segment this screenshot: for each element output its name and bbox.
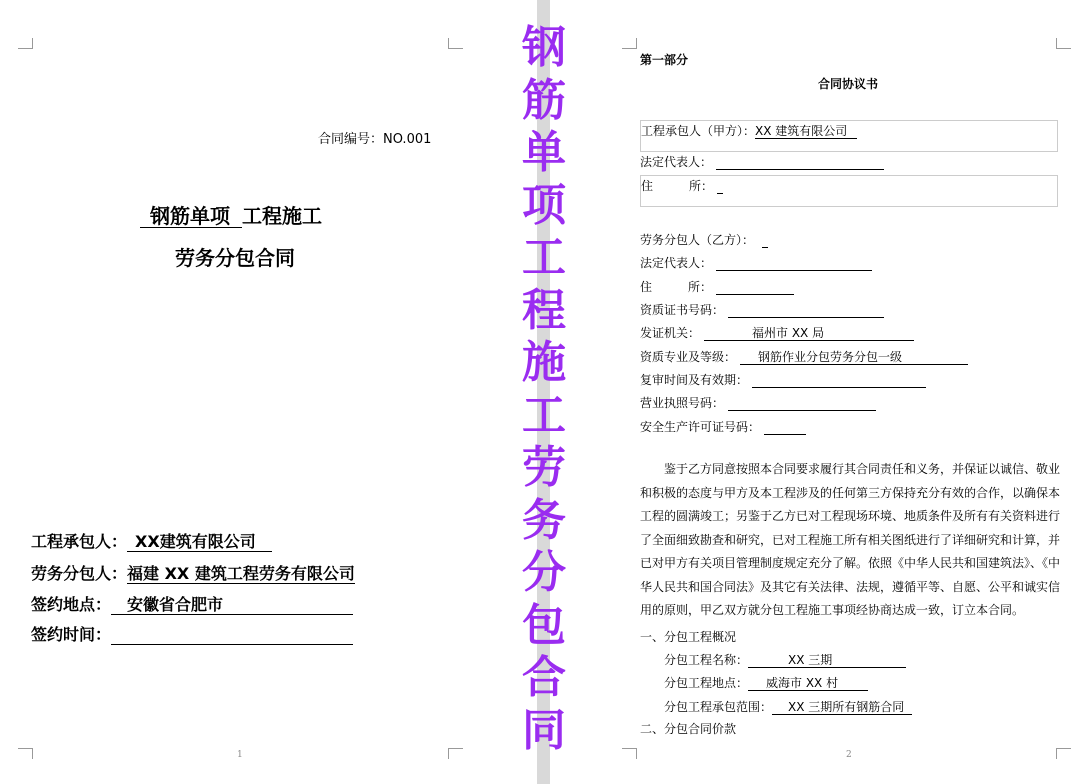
party-b-field <box>640 394 876 411</box>
paragraph-line: 鉴于乙方同意按照本合同要求履行其合同责任和义务，并保证以诚信、敬业 <box>640 462 1061 476</box>
banner-char: 钢 <box>522 22 566 73</box>
field-label: 营业执照号码： <box>640 396 725 410</box>
party-b-field <box>640 254 872 271</box>
party-b-field <box>640 418 806 435</box>
field-contractor <box>31 529 272 552</box>
field-label: 签约时间： <box>31 625 112 644</box>
page-corner-mark <box>18 748 33 759</box>
field-value <box>752 375 926 388</box>
party-a-rep <box>640 153 884 170</box>
preamble-paragraph <box>640 458 1061 623</box>
field-value <box>728 398 876 411</box>
banner-char: 包 <box>522 599 566 651</box>
vertical-banner-title <box>518 22 570 757</box>
banner-char: 单 <box>522 127 566 178</box>
field-label: 复审时间及有效期： <box>640 373 749 387</box>
field-label: 资质证书号码： <box>640 303 725 317</box>
page-corner-mark <box>1056 38 1071 49</box>
field-subcontractor <box>31 561 355 584</box>
field-value <box>762 234 768 248</box>
field-value: 钢筋作业分包劳务分包一级 <box>740 351 968 365</box>
doc-title <box>140 200 322 229</box>
field-sign-time <box>31 622 353 645</box>
page-corner-mark <box>1056 748 1071 759</box>
section-heading: 合同协议书 <box>818 77 879 91</box>
field-value: XX建筑有限公司 <box>127 533 272 552</box>
field-label: 住 所： <box>641 179 714 193</box>
party-b-field <box>640 348 968 365</box>
paragraph-line: 了全面细致勘查和研究，已对工程施工所有相关图纸进行了详细研究和计算，并 <box>640 532 1061 547</box>
banner-char: 程 <box>522 284 566 336</box>
field-value <box>728 305 884 318</box>
field-value: 安徽省合肥市 <box>111 596 353 615</box>
title-underlined: 钢筋单项 <box>140 205 242 228</box>
field-value: 福建 XX 建筑工程劳务有限公司 <box>127 564 355 583</box>
field-value: XX 建筑有限公司 <box>755 125 857 139</box>
field-value <box>764 422 806 435</box>
party-a-addr <box>641 177 723 194</box>
field-label: 资质专业及等级： <box>640 350 737 364</box>
page-number: 2 <box>846 750 852 760</box>
party-b-field <box>640 278 794 295</box>
banner-char: 劳 <box>522 442 566 493</box>
field-value: XX 三期 <box>748 654 906 668</box>
party-b-field <box>640 324 914 341</box>
doc-subtitle: 劳务分包合同 <box>175 246 295 270</box>
field-value: 福州市 XX 局 <box>704 327 914 341</box>
page-corner-mark <box>448 748 463 759</box>
banner-char: 务 <box>522 494 566 546</box>
page-corner-mark <box>622 38 637 49</box>
banner-char: 同 <box>522 704 566 756</box>
party-a <box>641 122 857 139</box>
paragraph-line: 工程的圆满竣工；另鉴于乙方已对工程现场环境、地质条件及所有有关资料进行 <box>640 509 1061 523</box>
banner-char: 工 <box>522 232 566 283</box>
field-label: 签约地点： <box>31 595 112 614</box>
banner-char: 施 <box>522 337 566 388</box>
part-label: 第一部分 <box>640 53 689 67</box>
field-label: 分包工程承包范围： <box>664 700 773 714</box>
field-label: 法定代表人： <box>640 256 713 270</box>
page-corner-mark <box>18 38 33 49</box>
field-label: 工程承包人： <box>31 532 128 551</box>
field-label: 分包工程名称： <box>664 653 749 667</box>
field-label: 安全生产许可证号码： <box>640 420 761 434</box>
page-number: 1 <box>237 750 243 760</box>
party-b-field <box>640 301 884 318</box>
project-field <box>664 651 906 668</box>
banner-char: 工 <box>522 389 566 441</box>
page-corner-mark <box>622 748 637 759</box>
section-2-heading: 二、分包合同价款 <box>640 722 737 736</box>
field-value: 威海市 XX 村 <box>748 677 868 691</box>
banner-char: 分 <box>522 547 566 598</box>
field-label: 工程承包人（甲方）： <box>641 124 756 138</box>
field-label: 分包工程地点： <box>664 676 749 690</box>
paragraph-line: 华人民共和国合同法》及其它有关法律、法规，遵循平等、自愿、公平和诚实信 <box>640 579 1061 594</box>
field-value <box>111 626 353 645</box>
contract-number: 合同编号：NO.001 <box>318 132 432 147</box>
field-label: 法定代表人： <box>640 155 713 169</box>
paragraph-line: 已对甲方有关项目管理制度规定充分了解。依照《中华人民共和国建筑法》、《中 <box>640 556 1061 570</box>
field-label: 住 所： <box>640 280 713 294</box>
title-rest: 工程施工 <box>242 204 322 228</box>
banner-char: 项 <box>522 179 566 231</box>
party-b <box>640 231 768 248</box>
paragraph-line: 用的原则，甲乙双方就分包工程施工事项经协商达成一致，订立本合同。 <box>640 603 1025 617</box>
banner-char: 合 <box>522 652 566 703</box>
project-field <box>664 698 912 715</box>
section-1-heading: 一、分包工程概况 <box>640 630 737 644</box>
field-value <box>717 180 723 194</box>
field-label: 劳务分包人（乙方）： <box>640 233 755 247</box>
party-b-field <box>640 371 926 388</box>
field-label: 劳务分包人： <box>31 564 128 583</box>
field-label: 发证机关： <box>640 326 701 340</box>
page-corner-mark <box>448 38 463 49</box>
field-value <box>716 156 884 170</box>
field-value <box>716 282 794 295</box>
banner-char: 筋 <box>522 74 566 126</box>
project-field <box>664 674 868 691</box>
field-sign-place <box>31 592 353 615</box>
field-value <box>716 258 872 271</box>
field-value: XX 三期所有钢筋合同 <box>772 701 912 715</box>
paragraph-line: 和积极的态度与甲方及本工程涉及的任何第三方保持充分有效的合作，以确保本 <box>640 485 1061 500</box>
